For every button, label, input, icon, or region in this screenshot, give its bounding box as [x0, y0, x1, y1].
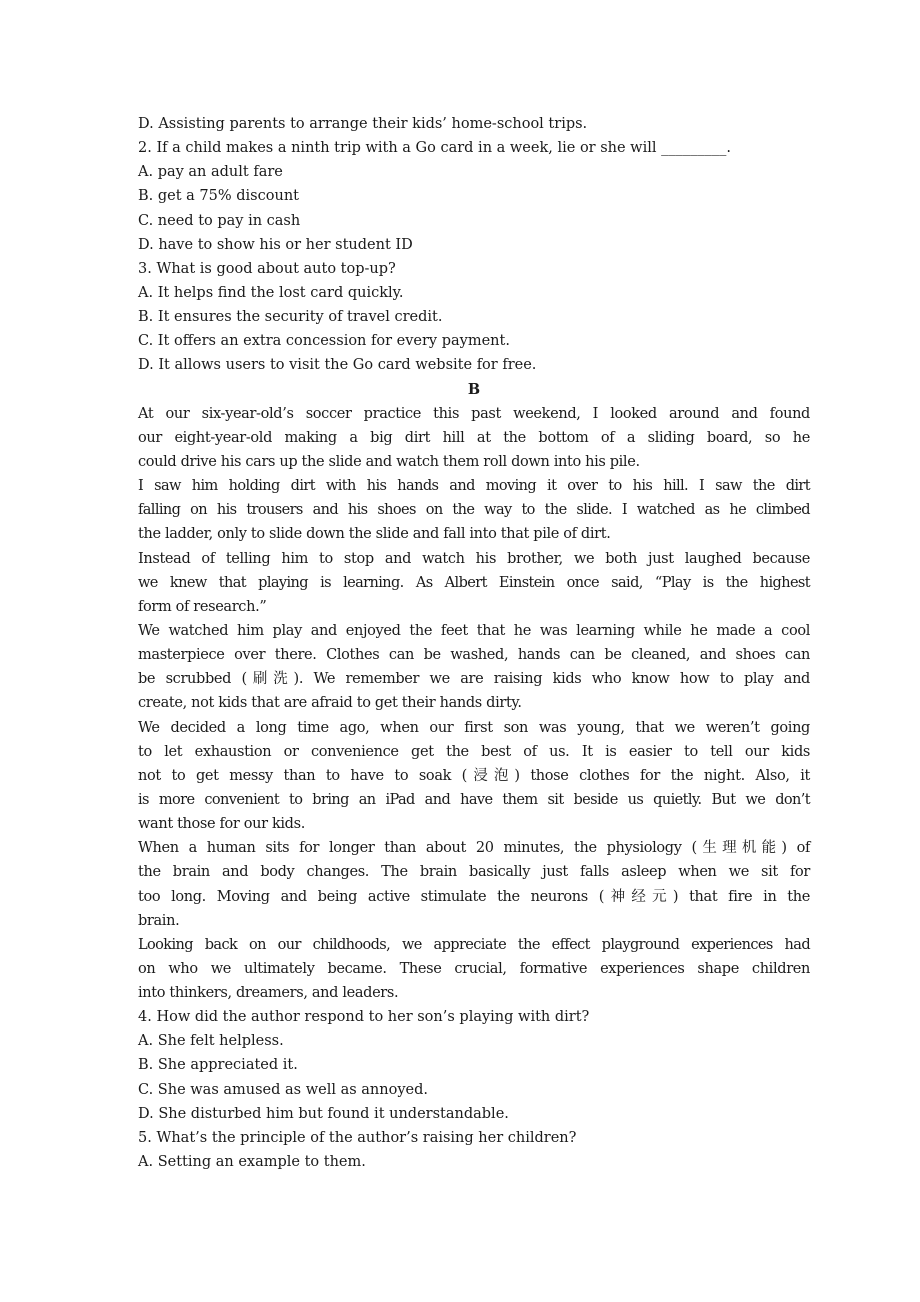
- passage-line: We watched him play and enjoyed the feet that he was learning while he made a cool: [138, 622, 810, 639]
- passage-line: I saw him holding dirt with his hands and moving it over to his hill. I saw the dirt: [138, 478, 810, 495]
- q4-stem: 4. How did the author respond to her son’s playing with dirt?: [138, 1009, 590, 1026]
- q2-option-d: D. have to show his or her student ID: [138, 236, 413, 253]
- passage-line: into thinkers, dreamers, and leaders.: [138, 985, 399, 1002]
- passage-line: to let exhaustion or convenience get the best of us. It is easier to tell our kids: [138, 743, 810, 760]
- q2-option-b: B. get a 75% discount: [138, 188, 299, 205]
- q4-option-c: C. She was amused as well as annoyed.: [138, 1081, 428, 1098]
- passage-line: be scrubbed (刷洗). We remember we are raising kids who know how to play and: [138, 671, 810, 688]
- q3-option-c: C. It offers an extra concession for every payment.: [138, 333, 510, 350]
- passage-line: is more convenient to bring an iPad and have them sit beside us quietly. But we don’t: [138, 791, 810, 808]
- q2-stem: 2. If a child makes a ninth trip with a Go card in a week, lie or she will _________.: [138, 140, 731, 157]
- passage-line: not to get messy than to have to soak (浸泡) those clothes for the night. Also, it: [138, 767, 810, 784]
- passage-line: on who we ultimately became. These crucial, formative experiences shape children: [138, 960, 810, 977]
- passage-line: Instead of telling him to stop and watch his brother, we both just laughed because: [138, 550, 810, 567]
- passage-b: [138, 402, 810, 1006]
- q3-option-b: B. It ensures the security of travel credit.: [138, 309, 443, 326]
- q1-option-d: D. Assisting parents to arrange their kids’ home-school trips.: [138, 116, 588, 132]
- q4-option-d: D. She disturbed him but found it understandable.: [138, 1105, 509, 1122]
- q3-option-d: D. It allows users to visit the Go card website for free.: [138, 357, 537, 374]
- passage-line: our eight-year-old making a big dirt hill at the bottom of a sliding board, so he: [138, 429, 810, 446]
- q3-option-a: A. It helps find the lost card quickly.: [138, 284, 404, 301]
- passage-line: form of research.”: [138, 598, 267, 615]
- q2-option-c: C. need to pay in cash: [138, 212, 301, 229]
- passage-line: brain.: [138, 912, 180, 929]
- passage-line: At our six-year-old’s soccer practice this past weekend, I looked around and found: [138, 405, 810, 422]
- passage-line: could drive his cars up the slide and watch them roll down into his pile.: [138, 453, 640, 470]
- q3-stem: 3. What is good about auto top-up?: [138, 260, 396, 277]
- section-heading: B: [467, 380, 481, 398]
- passage-line: create, not kids that are afraid to get their hands dirty.: [138, 695, 522, 712]
- q2-option-a: A. pay an adult fare: [138, 164, 283, 181]
- passage-line: too long. Moving and being active stimulate the neurons (神经元) that fire in the: [138, 888, 810, 905]
- passage-line: the ladder, only to slide down the slide and fall into that pile of dirt.: [138, 526, 611, 543]
- passage-line: the brain and body changes. The brain basically just falls asleep when we sit for: [138, 864, 810, 881]
- q5-option-a: A. Setting an example to them.: [138, 1154, 366, 1171]
- passage-line: Looking back on our childhoods, we appreciate the effect playground experiences had: [138, 936, 810, 953]
- q5-stem: 5. What’s the principle of the author’s raising her children?: [138, 1129, 577, 1146]
- document-page: [138, 112, 810, 1174]
- passage-line: falling on his trousers and his shoes on the way to the slide. I watched as he climbed: [138, 502, 810, 519]
- q4-option-b: B. She appreciated it.: [138, 1057, 298, 1074]
- passage-line: we knew that playing is learning. As Albert Einstein once said, “Play is the highest: [138, 574, 810, 591]
- passage-line: When a human sits for longer than about 20 minutes, the physiology (生理机能) of: [138, 840, 810, 857]
- q4-option-a: A. She felt helpless.: [138, 1033, 284, 1050]
- passage-line: We decided a long time ago, when our first son was young, that we weren’t going: [138, 719, 810, 736]
- passage-line: masterpiece over there. Clothes can be washed, hands can be cleaned, and shoes can: [138, 647, 810, 664]
- passage-line: want those for our kids.: [138, 816, 305, 833]
